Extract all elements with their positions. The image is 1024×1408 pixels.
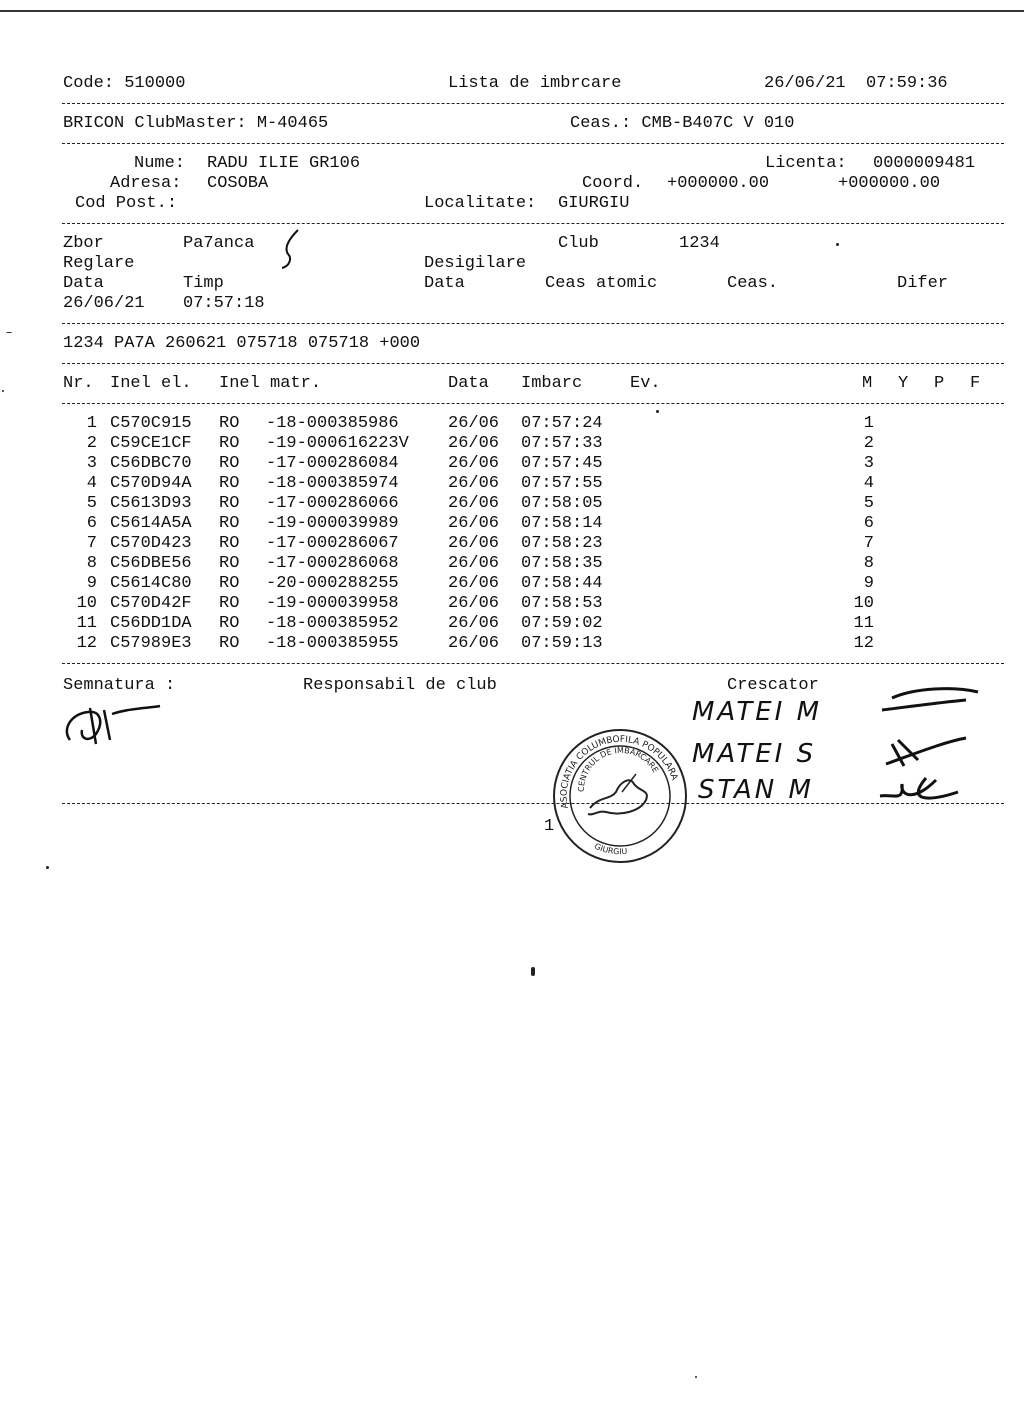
row-date: 26/06 xyxy=(448,594,500,613)
row-time: 07:57:45 xyxy=(521,454,603,473)
clock-id: Ceas.: CMB-B407C V 010 xyxy=(570,114,795,133)
scan-speck xyxy=(836,243,839,246)
locality: GIURGIU xyxy=(558,194,630,213)
table-row xyxy=(0,454,1024,474)
row-nr: 7 xyxy=(86,534,97,553)
atomic-clock-label: Ceas atomic xyxy=(545,274,658,293)
table-row xyxy=(0,414,1024,434)
row-electronic-ring: C56DBE56 xyxy=(110,554,192,573)
row-registration-ring: -17-000286084 xyxy=(266,454,399,473)
reglare-label: Reglare xyxy=(63,254,135,273)
col-p: P xyxy=(934,374,945,393)
row-date: 26/06 xyxy=(448,634,500,653)
scan-speck xyxy=(2,390,4,392)
desigilare-label: Desigilare xyxy=(424,254,527,273)
table-row xyxy=(0,594,1024,614)
divider xyxy=(62,363,1004,364)
coord-label: Coord. xyxy=(582,174,644,193)
row-nr: 10 xyxy=(76,594,97,613)
row-country: RO xyxy=(219,554,240,573)
scan-speck xyxy=(531,967,535,976)
col-nr: Nr. xyxy=(63,374,94,393)
row-country: RO xyxy=(219,614,240,633)
row-date: 26/06 xyxy=(448,514,500,533)
row-nr: 1 xyxy=(86,414,97,433)
col-imbarc: Imbarc xyxy=(521,374,583,393)
row-country: RO xyxy=(219,434,240,453)
row-date: 26/06 xyxy=(448,454,500,473)
table-row xyxy=(0,534,1024,554)
row-m: 2 xyxy=(863,434,874,453)
clock-label: Ceas. xyxy=(727,274,779,293)
table-row xyxy=(0,434,1024,454)
document-title: Lista de imbrcare xyxy=(448,74,622,93)
row-m: 11 xyxy=(853,614,874,633)
row-country: RO xyxy=(219,474,240,493)
summary-line: 1234 PA7A 260621 075718 075718 +000 xyxy=(63,334,421,353)
dove-icon xyxy=(588,774,647,814)
row-m: 7 xyxy=(863,534,874,553)
divider xyxy=(62,323,1004,324)
row-electronic-ring: C570D423 xyxy=(110,534,192,553)
row-registration-ring: -17-000286066 xyxy=(266,494,399,513)
row-country: RO xyxy=(219,514,240,533)
row-nr: 8 xyxy=(86,554,97,573)
row-nr: 12 xyxy=(76,634,97,653)
row-electronic-ring: C5614A5A xyxy=(110,514,192,533)
row-electronic-ring: C5614C80 xyxy=(110,574,192,593)
row-registration-ring: -17-000286068 xyxy=(266,554,399,573)
row-country: RO xyxy=(219,414,240,433)
row-country: RO xyxy=(219,594,240,613)
unseal-date-label: Data xyxy=(424,274,465,293)
breeder-name-1: MATEI M xyxy=(692,697,823,727)
club-stamp xyxy=(550,726,690,866)
row-time: 07:57:55 xyxy=(521,474,603,493)
stamp-outer-text: ASOCIATIA COLUMBOFILA POPULARA xyxy=(559,734,680,810)
row-country: RO xyxy=(219,574,240,593)
row-registration-ring: -18-000385955 xyxy=(266,634,399,653)
license-number: 0000009481 xyxy=(873,154,976,173)
row-nr: 2 xyxy=(86,434,97,453)
breeder-name-3: STAN M xyxy=(698,775,814,805)
row-nr: 3 xyxy=(86,454,97,473)
row-date: 26/06 xyxy=(448,534,500,553)
row-date: 26/06 xyxy=(448,474,500,493)
row-country: RO xyxy=(219,454,240,473)
col-y: Y xyxy=(898,374,909,393)
row-country: RO xyxy=(219,634,240,653)
divider xyxy=(62,803,1004,804)
row-registration-ring: -19-000039958 xyxy=(266,594,399,613)
coord-y: +000000.00 xyxy=(838,174,941,193)
row-registration-ring: -18-000385986 xyxy=(266,414,399,433)
row-date: 26/06 xyxy=(448,434,500,453)
divider xyxy=(62,403,1004,404)
row-electronic-ring: C570D42F xyxy=(110,594,192,613)
stamp-bottom-text: GIURGIU xyxy=(593,841,628,857)
table-row xyxy=(0,634,1024,654)
row-time: 07:57:33 xyxy=(521,434,603,453)
club-number: 1234 xyxy=(679,234,720,253)
col-m: M xyxy=(862,374,873,393)
row-date: 26/06 xyxy=(448,614,500,633)
row-date: 26/06 xyxy=(448,574,500,593)
club-responsible-label: Responsabil de club xyxy=(303,676,497,695)
row-registration-ring: -20-000288255 xyxy=(266,574,399,593)
time-label: Timp xyxy=(183,274,224,293)
row-m: 5 xyxy=(863,494,874,513)
col-ev: Ev. xyxy=(630,374,661,393)
row-m: 9 xyxy=(863,574,874,593)
row-electronic-ring: C56DD1DA xyxy=(110,614,192,633)
scan-top-edge xyxy=(0,10,1024,12)
divider xyxy=(62,663,1004,664)
row-country: RO xyxy=(219,534,240,553)
row-electronic-ring: C59CE1CF xyxy=(110,434,192,453)
table-row xyxy=(0,514,1024,534)
row-electronic-ring: C5613D93 xyxy=(110,494,192,513)
signature-label: Semnatura : xyxy=(63,676,176,695)
device-id: BRICON ClubMaster: M-40465 xyxy=(63,114,329,133)
row-time: 07:58:35 xyxy=(521,554,603,573)
owner-address: COSOBA xyxy=(207,174,269,193)
stamp-inner-text: CENTRUL DE IMBARCARE xyxy=(576,745,661,793)
flight-name: Pa7anca xyxy=(183,234,255,253)
breeder-name-2: MATEI S xyxy=(692,739,817,769)
code-label: Code: 510000 xyxy=(63,74,186,93)
reglare-date: 26/06/21 xyxy=(63,294,145,313)
row-m: 3 xyxy=(863,454,874,473)
row-electronic-ring: C570D94A xyxy=(110,474,192,493)
breeder-label: Crescator xyxy=(727,676,819,695)
coord-x: +000000.00 xyxy=(667,174,770,193)
handwritten-signature xyxy=(60,700,170,750)
table-row xyxy=(0,574,1024,594)
row-nr: 4 xyxy=(86,474,97,493)
print-datetime: 26/06/21 07:59:36 xyxy=(764,74,948,93)
table-row xyxy=(0,474,1024,494)
scan-speck xyxy=(46,866,49,869)
row-date: 26/06 xyxy=(448,554,500,573)
table-row xyxy=(0,554,1024,574)
row-m: 4 xyxy=(863,474,874,493)
row-time: 07:58:05 xyxy=(521,494,603,513)
difference-label: Difer xyxy=(897,274,949,293)
row-m: 6 xyxy=(863,514,874,533)
table-row xyxy=(0,614,1024,634)
reglare-time: 07:57:18 xyxy=(183,294,265,313)
date-label: Data xyxy=(63,274,104,293)
divider xyxy=(62,223,1004,224)
row-time: 07:58:23 xyxy=(521,534,603,553)
row-registration-ring: -18-000385974 xyxy=(266,474,399,493)
divider xyxy=(62,143,1004,144)
svg-text:GIURGIU xyxy=(593,842,628,857)
row-time: 07:58:53 xyxy=(521,594,603,613)
page-number: 1 xyxy=(544,817,555,836)
flight-label: Zbor xyxy=(63,234,104,253)
postal-label: Cod Post.: xyxy=(75,194,178,213)
scan-speck xyxy=(6,332,12,333)
row-registration-ring: -19-000039989 xyxy=(266,514,399,533)
row-nr: 5 xyxy=(86,494,97,513)
row-time: 07:58:44 xyxy=(521,574,603,593)
row-m: 12 xyxy=(853,634,874,653)
row-nr: 11 xyxy=(76,614,97,633)
col-inel-matr: Inel matr. xyxy=(219,374,322,393)
row-nr: 9 xyxy=(86,574,97,593)
scan-speck xyxy=(656,410,659,413)
row-registration-ring: -18-000385952 xyxy=(266,614,399,633)
breeder-signatures xyxy=(874,684,984,814)
row-country: RO xyxy=(219,494,240,513)
row-date: 26/06 xyxy=(448,414,500,433)
row-electronic-ring: C56DBC70 xyxy=(110,454,192,473)
row-date: 26/06 xyxy=(448,494,500,513)
col-f: F xyxy=(970,374,981,393)
scan-speck xyxy=(695,1376,697,1378)
row-registration-ring: -19-000616223V xyxy=(266,434,409,453)
address-label: Adresa: xyxy=(110,174,182,193)
row-time: 07:57:24 xyxy=(521,414,603,433)
row-electronic-ring: C57989E3 xyxy=(110,634,192,653)
row-time: 07:59:02 xyxy=(521,614,603,633)
club-label: Club xyxy=(558,234,599,253)
col-data: Data xyxy=(448,374,489,393)
locality-label: Localitate: xyxy=(424,194,537,213)
row-nr: 6 xyxy=(86,514,97,533)
row-m: 1 xyxy=(863,414,874,433)
divider xyxy=(62,103,1004,104)
license-label: Licenta: xyxy=(765,154,847,173)
table-row xyxy=(0,494,1024,514)
row-electronic-ring: C570C915 xyxy=(110,414,192,433)
row-m: 10 xyxy=(853,594,874,613)
col-inel-el: Inel el. xyxy=(110,374,192,393)
row-time: 07:59:13 xyxy=(521,634,603,653)
owner-name: RADU ILIE GR106 xyxy=(207,154,361,173)
row-m: 8 xyxy=(863,554,874,573)
row-registration-ring: -17-000286067 xyxy=(266,534,399,553)
name-label: Nume: xyxy=(134,154,186,173)
row-time: 07:58:14 xyxy=(521,514,603,533)
handwritten-mark xyxy=(278,228,318,268)
